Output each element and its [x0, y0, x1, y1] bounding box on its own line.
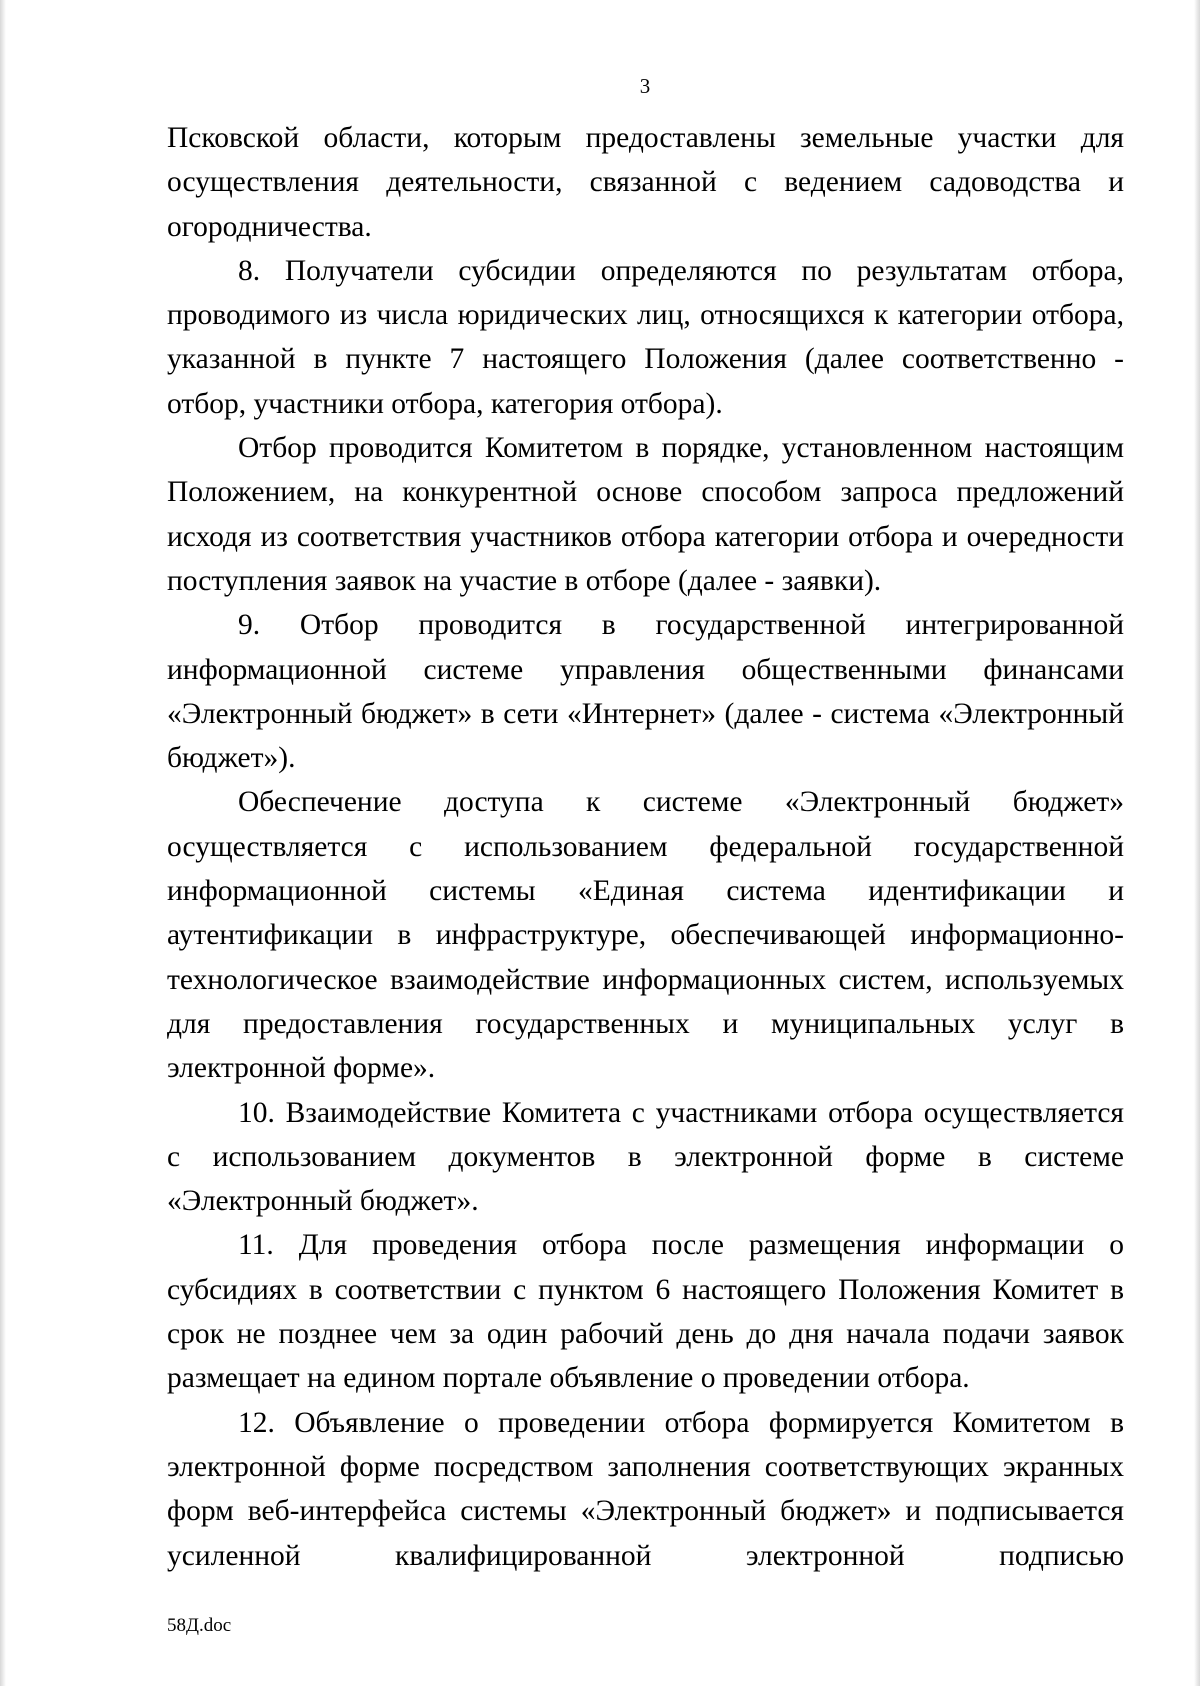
paragraph-item-12: 12. Объявление о проведении отбора формируется Комитетом в электронной форме посредством заполнения соответствующих экранных форм веб-интерфейса системы «Электронный бюджет» и подписывается усиленной квалифицированной электронной подписью	[167, 1406, 1124, 1572]
paragraph-item-11: 11. Для проведения отбора после размещения информации о субсидиях в соответствии с пунктом 6 настоящего Положения Комитет в срок не позднее чем за один рабочий день до дня начала подачи заявок размещает на едином портале объявление о проведении отбора.	[167, 1229, 1124, 1395]
page-number: 3	[639, 74, 651, 98]
scan-edge-right	[1194, 0, 1200, 1686]
paragraph-continuation: Псковской области, которым предоставлены земельные участки для осуществления деятельности, связанной с ведением садоводства и огородничества.	[167, 122, 1124, 243]
footer-filename: 58Д.doc	[167, 1615, 232, 1636]
paragraph-item-9: 9. Отбор проводится в государственной интегрированной информационной системе управления общественными финансами «Электронный бюджет» в сети «Интернет» (далее - система «Электронный бюджет»).	[167, 609, 1124, 775]
document-body	[167, 116, 1124, 1578]
paragraph-item-8: 8. Получатели субсидии определяются по результатам отбора, проводимого из числа юридических лиц, относящихся к категории отбора, указанной в пункте 7 настоящего Положения (далее соответственно - отбор, участники отбора, категория отбора).	[167, 254, 1124, 420]
paragraph-system-access: Обеспечение доступа к системе «Электронный бюджет» осуществляется с использованием федеральной государственной информационной системы «Единая система идентификации и аутентификации в инфраструктуре, обеспечивающей информационно-технологическое взаимодействие информационных систем, используемых для предоставления государственных и муниципальных услуг в электронной форме».	[167, 786, 1124, 1085]
paragraph-item-10: 10. Взаимодействие Комитета с участниками отбора осуществляется с использованием документов в электронной форме в системе «Электронный бюджет».	[167, 1096, 1124, 1218]
paragraph-selection-procedure: Отбор проводится Комитетом в порядке, установленном настоящим Положением, на конкурентной основе способом запроса предложений исходя из соответствия участников отбора категории отбора и очередности поступления заявок на участие в отборе (далее - заявки).	[167, 432, 1124, 597]
scan-edge-left	[0, 0, 6, 1686]
